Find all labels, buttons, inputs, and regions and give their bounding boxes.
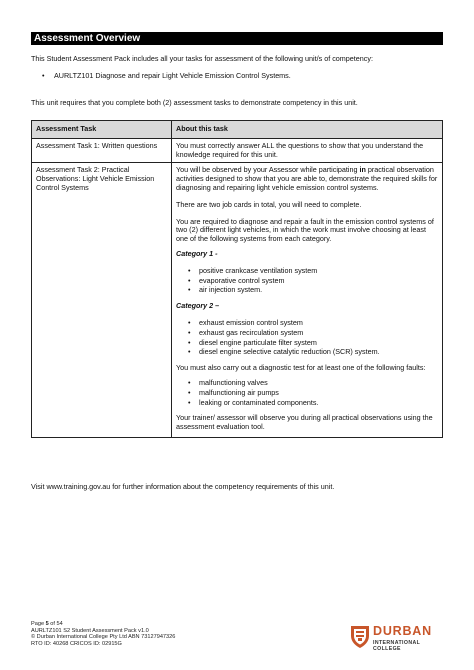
unit-bullet-text: AURLTZ101 Diagnose and repair Light Vehicle Emission Control Systems. bbox=[54, 71, 291, 80]
job-cards-paragraph: There are two job cards in total, you will need to complete. bbox=[176, 199, 362, 209]
task-description bbox=[172, 163, 443, 438]
requirement-detail-paragraph: You are required to diagnose and repair a fault in the emission control systems of two (2) different light vehicles, in which the work must involve choosing at least one of the following systems from each category. bbox=[176, 216, 434, 244]
document-id: AURLTZ101 S2 Student Assessment Pack v1.0 bbox=[31, 627, 149, 634]
list-item: • exhaust emission control system bbox=[188, 317, 303, 327]
visit-paragraph: Visit www.training.gov.au for further information about the competency requirements of this unit. bbox=[31, 482, 335, 491]
list-item: • exhaust gas recirculation system bbox=[188, 327, 304, 337]
bullet-icon: • bbox=[42, 71, 45, 80]
list-item: • diesel engine particulate filter system bbox=[188, 337, 317, 347]
list-item: • malfunctioning valves bbox=[188, 377, 268, 387]
logo-subtitle: INTERNATIONAL COLLEGE bbox=[373, 640, 421, 652]
rto-id: RTO ID: 40268 CRICOS ID: 02915G bbox=[31, 640, 122, 647]
copyright: © Durban International College Pty Ltd ABN 73127947326 bbox=[31, 634, 176, 641]
table-header-about: About this task bbox=[172, 121, 443, 139]
table-row bbox=[32, 138, 443, 163]
list-item: • leaking or contaminated components. bbox=[188, 397, 319, 407]
observation-tool-paragraph: Your trainer/ assessor will observe you during all practical observations using the assessment evaluation tool. bbox=[176, 413, 433, 432]
category-1-heading: Category 1 - bbox=[176, 248, 218, 258]
bullet-icon: • bbox=[188, 265, 191, 275]
bullet-icon: • bbox=[188, 387, 191, 397]
page-number: Page 5 of 54 bbox=[31, 621, 63, 627]
table-header-task: Assessment Task bbox=[32, 121, 172, 139]
unit-bullet bbox=[42, 71, 291, 80]
list-item: • malfunctioning air pumps bbox=[188, 387, 279, 397]
assessment-table bbox=[31, 120, 443, 438]
list-item: • air injection system. bbox=[188, 285, 263, 295]
category-1-list bbox=[176, 267, 438, 295]
task-description: You must correctly answer ALL the questions to show that you understand the knowledge required for this unit. bbox=[172, 138, 443, 163]
task-name: Assessment Task 1: Written questions bbox=[32, 138, 172, 163]
diagnostic-paragraph: You must also carry out a diagnostic test for at least one of the following faults: bbox=[176, 363, 426, 373]
bullet-icon: • bbox=[188, 285, 191, 295]
faults-list bbox=[176, 379, 438, 407]
section-heading: Assessment Overview bbox=[31, 32, 443, 45]
requirement-paragraph: This unit requires that you complete both (2) assessment tasks to demonstrate competency in this unit. bbox=[31, 98, 358, 107]
page-footer bbox=[31, 621, 175, 647]
table-row bbox=[32, 163, 443, 438]
list-item: • positive crankcase ventilation system bbox=[188, 265, 318, 275]
category-2-list bbox=[176, 319, 438, 357]
bullet-icon: • bbox=[188, 317, 191, 327]
crest-icon bbox=[349, 623, 371, 649]
bullet-icon: • bbox=[188, 377, 191, 387]
task-name: Assessment Task 2: Practical Observations: Light Vehicle Emission Control Systems bbox=[32, 163, 172, 438]
list-item: • diesel engine selective catalytic reduction (SCR) system. bbox=[188, 347, 380, 357]
bullet-icon: • bbox=[188, 397, 191, 407]
bullet-icon: • bbox=[188, 275, 191, 285]
category-2-heading: Category 2 – bbox=[176, 301, 220, 311]
bullet-icon: • bbox=[188, 327, 191, 337]
table-header-row bbox=[32, 121, 443, 139]
bullet-icon: • bbox=[188, 347, 191, 357]
intro-paragraph: This Student Assessment Pack includes all your tasks for assessment of the following unit/s of competency: bbox=[31, 54, 373, 63]
durban-logo bbox=[349, 623, 449, 651]
bullet-icon: • bbox=[188, 337, 191, 347]
observation-paragraph: You will be observed by your Assessor while participating in practical observation activities designed to show that you are able to, demonstrate the required skills for diagnosing and repairing light vehicle emission control systems. bbox=[176, 165, 438, 192]
list-item: • evaporative control system bbox=[188, 275, 285, 285]
logo-wordmark: DURBAN bbox=[373, 624, 432, 638]
